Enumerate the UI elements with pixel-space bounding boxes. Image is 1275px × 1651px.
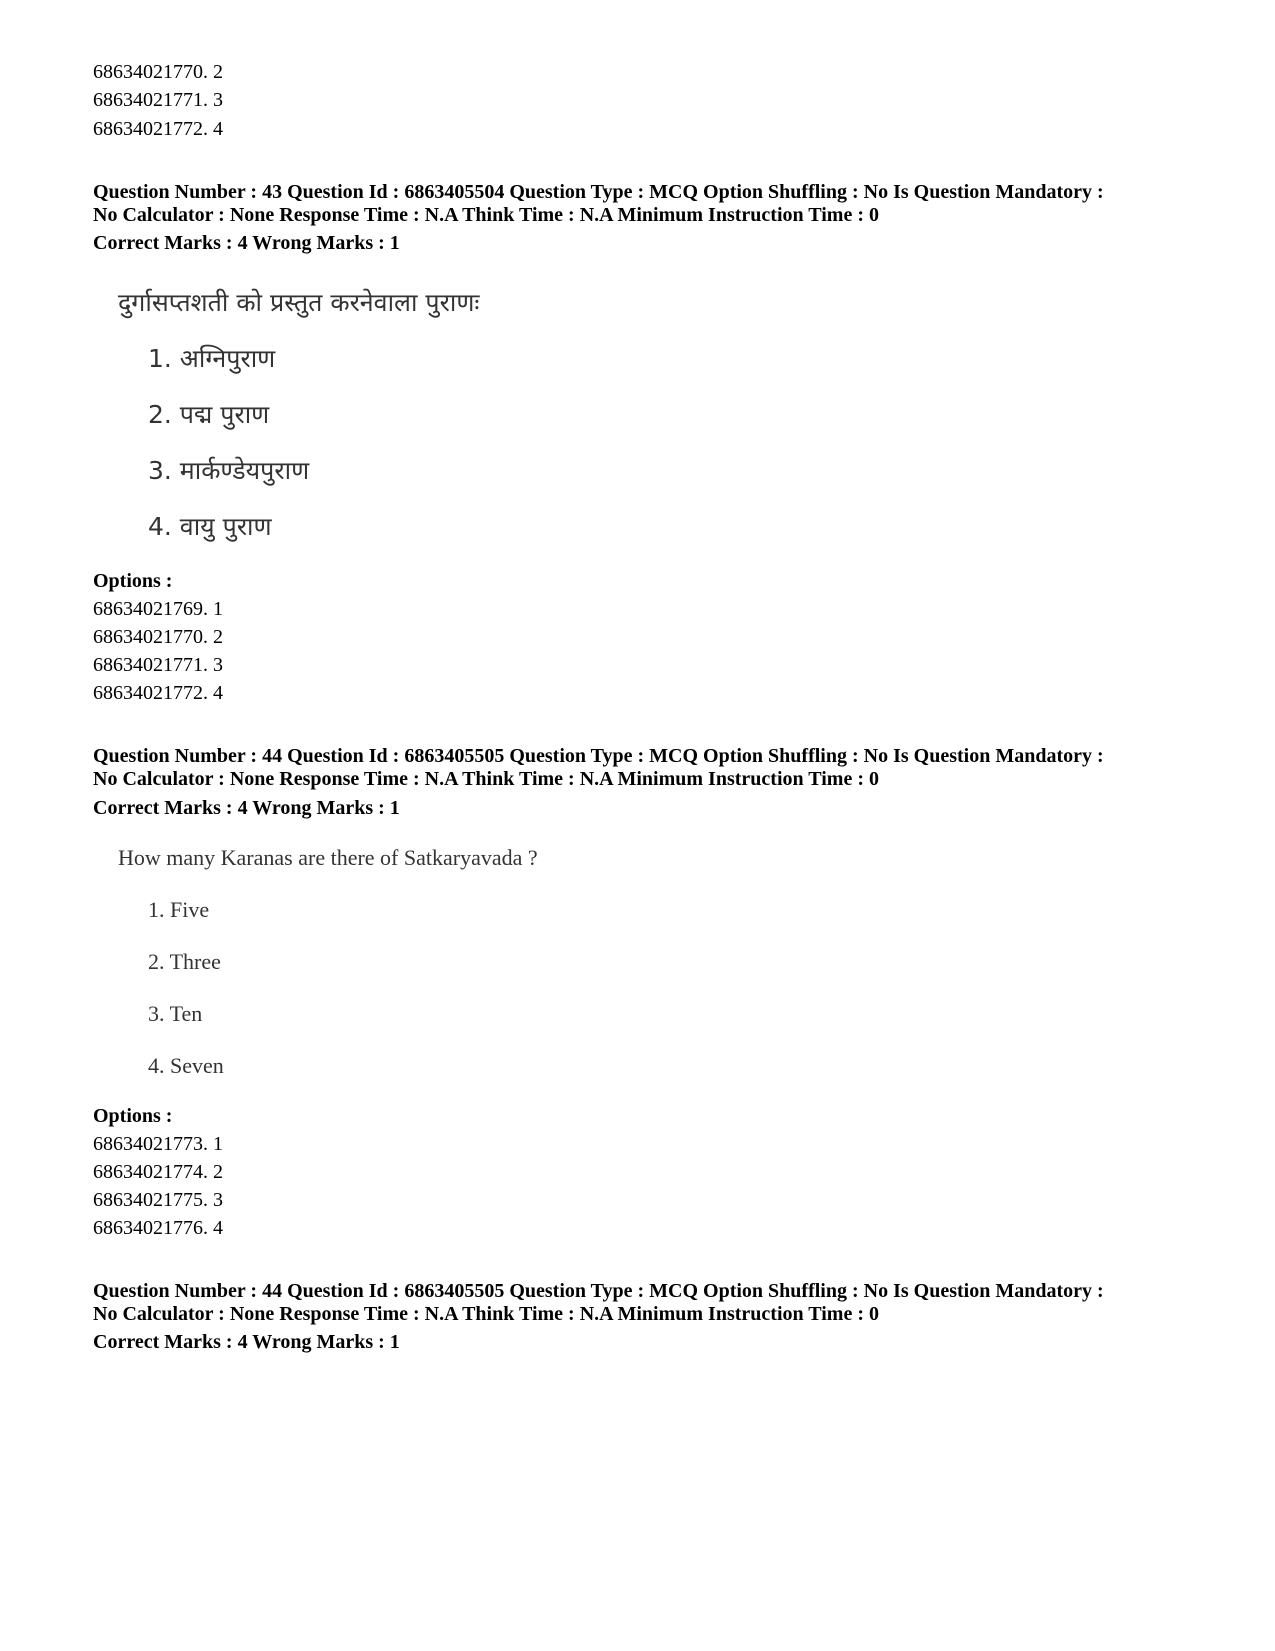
question-choice: 4. वायु पुराण xyxy=(148,512,272,541)
question-marks: Correct Marks : 4 Wrong Marks : 1 xyxy=(93,1331,400,1353)
question-choice: 4. Seven xyxy=(148,1053,224,1078)
question-stem: दुर्गासप्तशती को प्रस्तुत करनेवाला पुराणः xyxy=(118,288,480,317)
question-choice: 2. Three xyxy=(148,949,221,974)
options-label: Options : xyxy=(93,570,173,592)
option-line: 68634021772. 4 xyxy=(93,682,223,704)
question-header-line-2: No Calculator : None Response Time : N.A Think Time : N.A Minimum Instruction Time : 0 xyxy=(93,768,879,790)
question-header-line-2: No Calculator : None Response Time : N.A Think Time : N.A Minimum Instruction Time : 0 xyxy=(93,1303,879,1325)
question-stem: How many Karanas are there of Satkaryavada ? xyxy=(118,845,538,870)
option-line: 68634021774. 2 xyxy=(93,1161,223,1183)
question-choice: 3. मार्कण्डेयपुराण xyxy=(148,456,310,485)
question-choice: 1. Five xyxy=(148,897,210,922)
question-choice: 1. अग्निपुराण xyxy=(148,344,276,373)
question-header-line-1: Question Number : 44 Question Id : 6863405505 Question Type : MCQ Option Shuffling : No Is Question Mandatory : xyxy=(93,1280,1104,1302)
option-line: 68634021775. 3 xyxy=(93,1189,223,1211)
option-line: 68634021771. 3 xyxy=(93,654,223,676)
question-choice: 2. पद्म पुराण xyxy=(148,400,270,429)
option-line: 68634021770. 2 xyxy=(93,61,223,83)
question-marks: Correct Marks : 4 Wrong Marks : 1 xyxy=(93,232,400,254)
option-line: 68634021769. 1 xyxy=(93,598,223,620)
question-header-line-2: No Calculator : None Response Time : N.A Think Time : N.A Minimum Instruction Time : 0 xyxy=(93,204,879,226)
option-line: 68634021772. 4 xyxy=(93,118,223,140)
question-marks: Correct Marks : 4 Wrong Marks : 1 xyxy=(93,797,400,819)
question-header-line-1: Question Number : 43 Question Id : 6863405504 Question Type : MCQ Option Shuffling : No Is Question Mandatory : xyxy=(93,181,1104,203)
options-label: Options : xyxy=(93,1105,173,1127)
option-line: 68634021776. 4 xyxy=(93,1217,223,1239)
question-header-line-1: Question Number : 44 Question Id : 6863405505 Question Type : MCQ Option Shuffling : No Is Question Mandatory : xyxy=(93,745,1104,767)
option-line: 68634021770. 2 xyxy=(93,626,223,648)
question-choice: 3. Ten xyxy=(148,1001,203,1026)
option-line: 68634021773. 1 xyxy=(93,1133,223,1155)
option-line: 68634021771. 3 xyxy=(93,89,223,111)
